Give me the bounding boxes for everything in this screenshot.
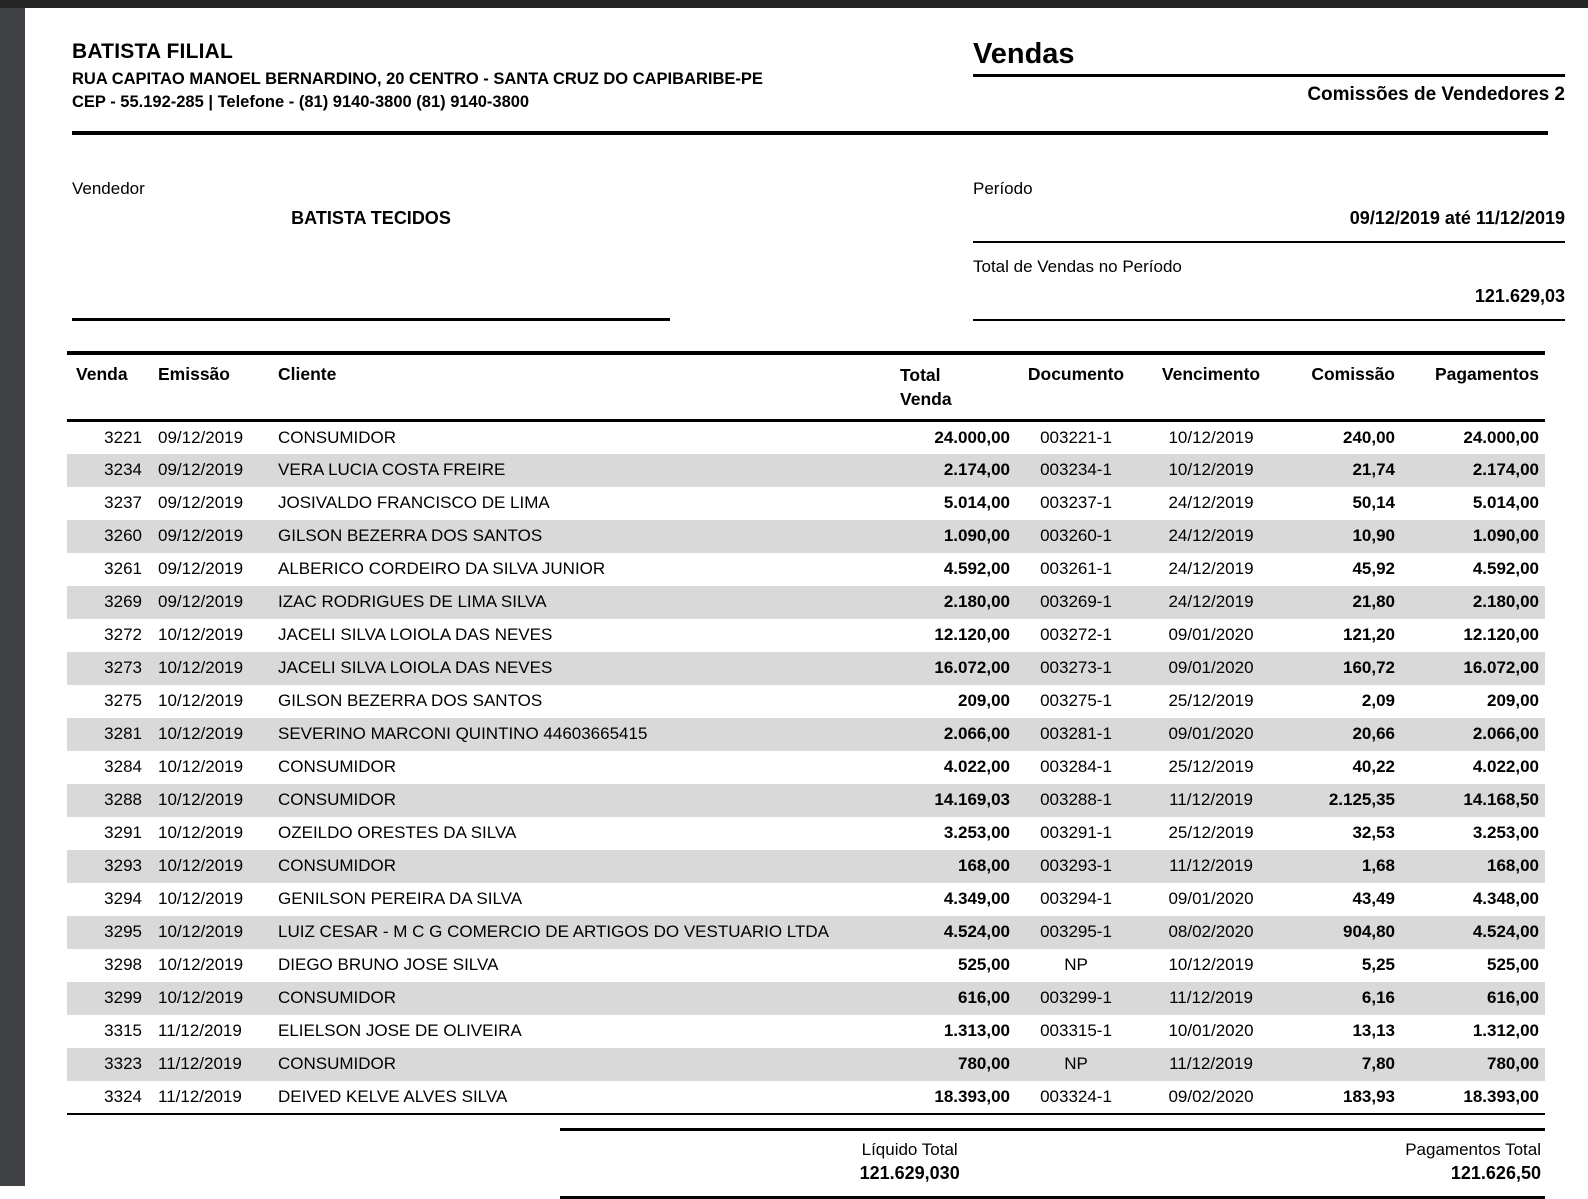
cell-emissao: 09/12/2019	[158, 559, 244, 579]
cell-total-venda: 4.592,00	[943, 559, 1010, 579]
cell-vencimento: 09/01/2020	[1168, 889, 1254, 909]
cell-emissao: 10/12/2019	[158, 724, 244, 744]
cell-pagamentos: 4.592,00	[1472, 559, 1539, 579]
cell-cliente: CONSUMIDOR	[278, 790, 397, 810]
cell-documento: 003295-1	[1040, 922, 1112, 942]
cell-documento: 003291-1	[1040, 823, 1112, 843]
cell-pagamentos: 2.180,00	[1472, 592, 1539, 612]
cell-cliente: CONSUMIDOR	[278, 1054, 397, 1074]
periodo-value: 09/12/2019 até 11/12/2019	[1349, 208, 1565, 229]
header-documento: Documento	[1027, 364, 1125, 385]
cell-total-venda: 780,00	[958, 1054, 1010, 1074]
cell-pagamentos: 3.253,00	[1472, 823, 1539, 843]
table-row	[67, 454, 1545, 487]
header-venda: Venda	[76, 364, 128, 385]
cell-cliente: JACELI SILVA LOIOLA DAS NEVES	[278, 625, 553, 645]
cell-total-venda: 2.066,00	[943, 724, 1010, 744]
cell-comissao: 21,80	[1352, 592, 1395, 612]
vendedor-block	[72, 179, 670, 321]
header-cliente: Cliente	[278, 364, 337, 385]
cell-vencimento: 10/12/2019	[1168, 955, 1254, 975]
cell-total-venda: 2.180,00	[943, 592, 1010, 612]
sales-table	[67, 351, 1545, 1115]
periodo-label: Período	[973, 179, 1033, 199]
cell-pagamentos: 4.022,00	[1472, 757, 1539, 777]
header-total-line1: Total	[900, 365, 941, 386]
report-header	[72, 38, 1568, 114]
cell-emissao: 10/12/2019	[158, 757, 244, 777]
cell-pagamentos: 616,00	[1487, 988, 1539, 1008]
cell-cliente: IZAC RODRIGUES DE LIMA SILVA	[278, 592, 547, 612]
cell-pagamentos: 4.348,00	[1472, 889, 1539, 909]
cell-documento: NP	[1064, 1054, 1088, 1074]
cell-comissao: 2,09	[1361, 691, 1395, 711]
header-vencimento: Vencimento	[1161, 364, 1261, 385]
cell-cliente: DIEGO BRUNO JOSE SILVA	[278, 955, 499, 975]
cell-comissao: 50,14	[1352, 493, 1395, 513]
liquido-total-value: 121.629,030	[859, 1162, 960, 1183]
cell-cliente: CONSUMIDOR	[278, 757, 397, 777]
cell-cliente: GILSON BEZERRA DOS SANTOS	[278, 526, 543, 546]
cell-emissao: 10/12/2019	[158, 988, 244, 1008]
table-row	[67, 487, 1545, 520]
liquido-total-label: Líquido Total	[861, 1139, 958, 1159]
cell-total-venda: 209,00	[958, 691, 1010, 711]
cell-pagamentos: 12.120,00	[1463, 625, 1539, 645]
cell-documento: 003237-1	[1040, 493, 1112, 513]
header-total-venda	[900, 353, 1010, 421]
cell-comissao: 160,72	[1343, 658, 1395, 678]
table-row	[67, 1081, 1545, 1114]
cell-comissao: 5,25	[1361, 955, 1395, 975]
cell-venda: 3273	[104, 658, 142, 678]
cell-total-venda: 3.253,00	[943, 823, 1010, 843]
filter-summary	[72, 179, 1568, 321]
cell-pagamentos: 1.090,00	[1472, 526, 1539, 546]
report-title-block	[973, 38, 1565, 106]
table-row	[67, 421, 1545, 454]
cell-pagamentos: 18.393,00	[1463, 1086, 1539, 1106]
header-divider	[72, 131, 1548, 135]
cell-vencimento: 09/01/2020	[1168, 658, 1254, 678]
cell-pagamentos: 780,00	[1487, 1054, 1539, 1074]
cell-venda: 3315	[104, 1021, 142, 1041]
cell-cliente: DEIVED KELVE ALVES SILVA	[278, 1086, 508, 1106]
cell-pagamentos: 168,00	[1487, 856, 1539, 876]
cell-total-venda: 2.174,00	[943, 460, 1010, 480]
cell-emissao: 09/12/2019	[158, 526, 244, 546]
header-total-line2: Venda	[900, 388, 952, 409]
cell-total-venda: 14.169,03	[934, 790, 1010, 810]
cell-cliente: SEVERINO MARCONI QUINTINO 44603665415	[278, 724, 648, 744]
company-address	[72, 68, 763, 114]
table-body	[67, 421, 1545, 1114]
table-row	[67, 817, 1545, 850]
table-row	[67, 949, 1545, 982]
cell-emissao: 11/12/2019	[158, 1086, 242, 1106]
cell-venda: 3323	[104, 1054, 142, 1074]
cell-cliente: LUIZ CESAR - M C G COMERCIO DE ARTIGOS DO VESTUARIO LTDA	[278, 922, 829, 942]
cell-vencimento: 09/01/2020	[1168, 724, 1254, 744]
periodo-block	[973, 179, 1565, 243]
cell-emissao: 10/12/2019	[158, 658, 244, 678]
cell-documento: 003284-1	[1040, 757, 1112, 777]
cell-venda: 3221	[104, 428, 142, 448]
header-pagamentos: Pagamentos	[1434, 364, 1539, 385]
table-row	[67, 850, 1545, 883]
cell-comissao: 7,80	[1361, 1054, 1395, 1074]
cell-documento: 003281-1	[1040, 724, 1112, 744]
cell-pagamentos: 5.014,00	[1472, 493, 1539, 513]
table-row	[67, 652, 1545, 685]
cell-comissao: 40,22	[1352, 757, 1395, 777]
cell-vencimento: 25/12/2019	[1168, 691, 1254, 711]
cell-vencimento: 25/12/2019	[1168, 823, 1254, 843]
table-row	[67, 685, 1545, 718]
cell-pagamentos: 16.072,00	[1463, 658, 1539, 678]
pagamentos-total-block	[1259, 1140, 1545, 1184]
cell-venda: 3284	[104, 757, 142, 777]
table-row	[67, 586, 1545, 619]
vendedor-value: BATISTA TECIDOS	[291, 208, 451, 229]
cell-venda: 3281	[104, 724, 142, 744]
cell-total-venda: 525,00	[958, 955, 1010, 975]
total-vendas-block	[973, 257, 1565, 321]
cell-total-venda: 168,00	[958, 856, 1010, 876]
viewer-top-bar	[0, 0, 1588, 8]
cell-total-venda: 12.120,00	[934, 625, 1010, 645]
cell-comissao: 904,80	[1343, 922, 1395, 942]
total-vendas-label: Total de Vendas no Período	[973, 257, 1182, 277]
cell-documento: 003288-1	[1040, 790, 1112, 810]
cell-total-venda: 5.014,00	[943, 493, 1010, 513]
cell-emissao: 11/12/2019	[158, 1054, 242, 1074]
cell-cliente: ALBERICO CORDEIRO DA SILVA JUNIOR	[278, 559, 606, 579]
cell-pagamentos: 2.066,00	[1472, 724, 1539, 744]
cell-vencimento: 09/01/2020	[1168, 625, 1254, 645]
cell-total-venda: 18.393,00	[934, 1086, 1010, 1106]
cell-pagamentos: 24.000,00	[1463, 428, 1539, 448]
cell-vencimento: 10/12/2019	[1168, 460, 1254, 480]
totals-footer	[560, 1128, 1545, 1199]
cell-cliente: JOSIVALDO FRANCISCO DE LIMA	[278, 493, 550, 513]
header-comissao: Comissão	[1311, 364, 1395, 385]
cell-vencimento: 09/02/2020	[1168, 1086, 1254, 1106]
cell-vencimento: 24/12/2019	[1168, 493, 1254, 513]
cell-documento: 003273-1	[1040, 658, 1112, 678]
cell-total-venda: 1.090,00	[943, 526, 1010, 546]
cell-emissao: 11/12/2019	[158, 1021, 242, 1041]
cell-cliente: ELIELSON JOSE DE OLIVEIRA	[278, 1021, 522, 1041]
cell-documento: 003261-1	[1040, 559, 1112, 579]
cell-total-venda: 616,00	[958, 988, 1010, 1008]
cell-venda: 3299	[104, 988, 142, 1008]
header-emissao: Emissão	[158, 364, 230, 385]
cell-emissao: 09/12/2019	[158, 592, 244, 612]
cell-emissao: 09/12/2019	[158, 493, 244, 513]
cell-vencimento: 08/02/2020	[1168, 922, 1254, 942]
company-address-line1: RUA CAPITAO MANOEL BERNARDINO, 20 CENTRO - SANTA CRUZ DO CAPIBARIBE-PE	[72, 70, 763, 88]
cell-venda: 3295	[104, 922, 142, 942]
liquido-total-block	[560, 1140, 1259, 1184]
cell-documento: 003260-1	[1040, 526, 1112, 546]
company-address-line2: CEP - 55.192-285 | Telefone - (81) 9140-3800 (81) 9140-3800	[72, 93, 530, 112]
cell-documento: 003293-1	[1040, 856, 1112, 876]
cell-venda: 3261	[104, 559, 142, 579]
cell-pagamentos: 2.174,00	[1472, 460, 1539, 480]
cell-documento: 003221-1	[1040, 428, 1112, 448]
pagamentos-total-label: Pagamentos Total	[1405, 1139, 1541, 1159]
cell-venda: 3324	[104, 1086, 142, 1106]
cell-cliente: CONSUMIDOR	[278, 988, 397, 1008]
table-row	[67, 751, 1545, 784]
cell-documento: 003315-1	[1040, 1021, 1112, 1041]
cell-comissao: 45,92	[1352, 559, 1395, 579]
table-row	[67, 553, 1545, 586]
table-row	[67, 619, 1545, 652]
table-row	[67, 916, 1545, 949]
cell-pagamentos: 14.168,50	[1463, 790, 1539, 810]
cell-comissao: 20,66	[1352, 724, 1395, 744]
cell-cliente: CONSUMIDOR	[278, 856, 397, 876]
cell-total-venda: 4.349,00	[943, 889, 1010, 909]
cell-emissao: 10/12/2019	[158, 790, 244, 810]
cell-venda: 3234	[104, 460, 142, 480]
report-page	[25, 8, 1588, 1186]
cell-vencimento: 11/12/2019	[1169, 790, 1253, 810]
cell-documento: 003269-1	[1040, 592, 1112, 612]
cell-total-venda: 4.022,00	[943, 757, 1010, 777]
cell-cliente: GENILSON PEREIRA DA SILVA	[278, 889, 523, 909]
table-row	[67, 520, 1545, 553]
cell-total-venda: 24.000,00	[934, 428, 1010, 448]
cell-venda: 3293	[104, 856, 142, 876]
cell-vencimento: 10/01/2020	[1168, 1021, 1254, 1041]
cell-venda: 3260	[104, 526, 142, 546]
cell-comissao: 6,16	[1361, 988, 1395, 1008]
cell-documento: NP	[1064, 955, 1088, 975]
cell-emissao: 10/12/2019	[158, 823, 244, 843]
cell-emissao: 10/12/2019	[158, 625, 244, 645]
cell-venda: 3275	[104, 691, 142, 711]
cell-venda: 3288	[104, 790, 142, 810]
company-block	[72, 38, 763, 114]
table-row	[67, 883, 1545, 916]
cell-cliente: GILSON BEZERRA DOS SANTOS	[278, 691, 543, 711]
cell-cliente: JACELI SILVA LOIOLA DAS NEVES	[278, 658, 553, 678]
cell-comissao: 240,00	[1343, 428, 1395, 448]
cell-documento: 003275-1	[1040, 691, 1112, 711]
cell-venda: 3291	[104, 823, 142, 843]
cell-comissao: 2.125,35	[1328, 790, 1395, 810]
pagamentos-total-value: 121.626,50	[1450, 1162, 1541, 1183]
cell-comissao: 32,53	[1352, 823, 1395, 843]
cell-emissao: 10/12/2019	[158, 856, 244, 876]
cell-documento: 003234-1	[1040, 460, 1112, 480]
table-row	[67, 982, 1545, 1015]
cell-pagamentos: 209,00	[1487, 691, 1539, 711]
cell-total-venda: 4.524,00	[943, 922, 1010, 942]
cell-cliente: CONSUMIDOR	[278, 428, 397, 448]
table-row	[67, 718, 1545, 751]
cell-emissao: 10/12/2019	[158, 955, 244, 975]
cell-venda: 3294	[104, 889, 142, 909]
cell-vencimento: 11/12/2019	[1169, 988, 1253, 1008]
cell-vencimento: 24/12/2019	[1168, 559, 1254, 579]
cell-comissao: 21,74	[1352, 460, 1395, 480]
total-vendas-value: 121.629,03	[1474, 286, 1565, 307]
cell-total-venda: 16.072,00	[934, 658, 1010, 678]
cell-emissao: 09/12/2019	[158, 460, 244, 480]
cell-comissao: 10,90	[1352, 526, 1395, 546]
cell-documento: 003272-1	[1040, 625, 1112, 645]
table-row	[67, 1048, 1545, 1081]
cell-pagamentos: 4.524,00	[1472, 922, 1539, 942]
periodo-column	[973, 179, 1565, 321]
cell-comissao: 183,93	[1343, 1086, 1395, 1106]
cell-emissao: 10/12/2019	[158, 889, 244, 909]
cell-vencimento: 24/12/2019	[1168, 592, 1254, 612]
vendedor-label: Vendedor	[72, 179, 145, 199]
cell-emissao: 10/12/2019	[158, 922, 244, 942]
cell-venda: 3298	[104, 955, 142, 975]
cell-documento: 003299-1	[1040, 988, 1112, 1008]
viewer-left-bar	[0, 0, 25, 1186]
cell-cliente: VERA LUCIA COSTA FREIRE	[278, 460, 506, 480]
cell-vencimento: 11/12/2019	[1169, 1054, 1253, 1074]
sales-table-header	[67, 353, 1545, 421]
cell-cliente: OZEILDO ORESTES DA SILVA	[278, 823, 517, 843]
cell-comissao: 1,68	[1361, 856, 1395, 876]
cell-vencimento: 11/12/2019	[1169, 856, 1253, 876]
cell-comissao: 43,49	[1352, 889, 1395, 909]
table-row	[67, 784, 1545, 817]
cell-venda: 3237	[104, 493, 142, 513]
report-title: Vendas	[973, 38, 1565, 77]
cell-vencimento: 25/12/2019	[1168, 757, 1254, 777]
cell-comissao: 121,20	[1343, 625, 1395, 645]
cell-vencimento: 24/12/2019	[1168, 526, 1254, 546]
report-subtitle: Comissões de Vendedores 2	[1307, 84, 1565, 105]
cell-comissao: 13,13	[1352, 1021, 1395, 1041]
company-name: BATISTA FILIAL	[72, 40, 234, 63]
cell-vencimento: 10/12/2019	[1168, 428, 1254, 448]
cell-venda: 3269	[104, 592, 142, 612]
cell-documento: 003294-1	[1040, 889, 1112, 909]
table-row	[67, 1015, 1545, 1048]
cell-documento: 003324-1	[1040, 1086, 1112, 1106]
cell-venda: 3272	[104, 625, 142, 645]
cell-pagamentos: 1.312,00	[1472, 1021, 1539, 1041]
cell-pagamentos: 525,00	[1487, 955, 1539, 975]
header-row	[67, 353, 1545, 421]
cell-total-venda: 1.313,00	[943, 1021, 1010, 1041]
cell-emissao: 10/12/2019	[158, 691, 244, 711]
cell-emissao: 09/12/2019	[158, 428, 244, 448]
